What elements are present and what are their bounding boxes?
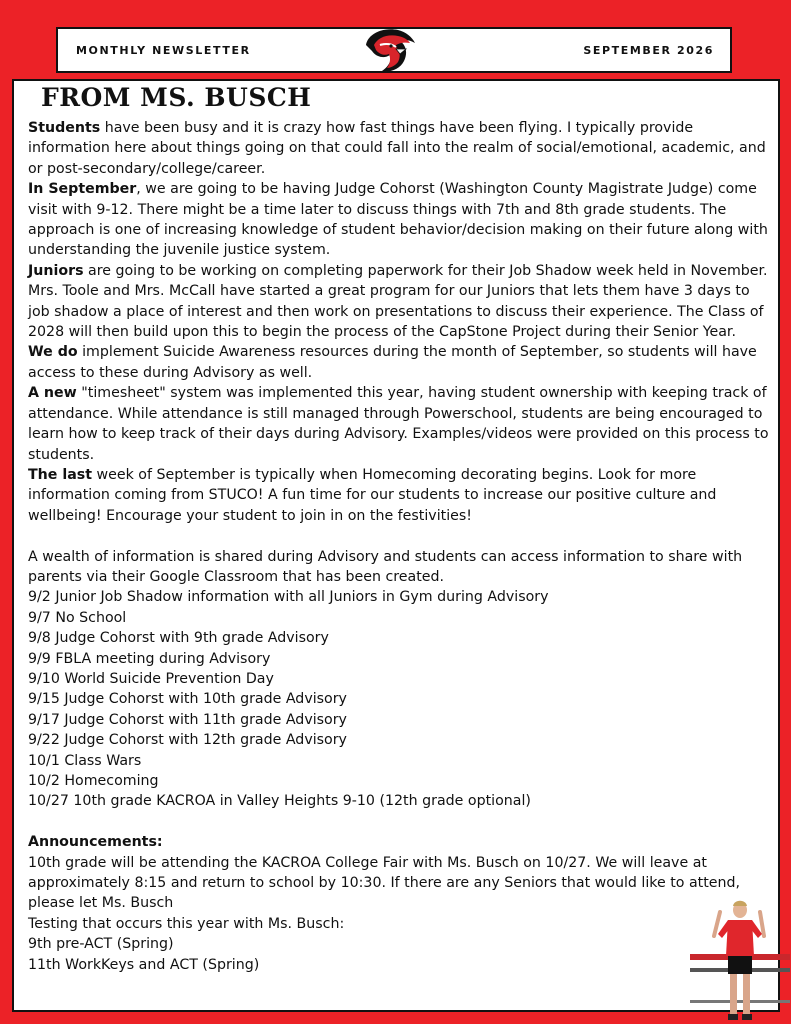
paragraph [28, 118, 772, 179]
date-item: 9/9 FBLA meeting during Advisory [28, 650, 271, 667]
paragraph [28, 261, 772, 343]
person-photo [690, 890, 790, 1024]
main-panel [12, 79, 780, 1012]
paragraph-text: have been busy and it is crazy how fast things have been flying. I typically provide information here about things going on that could fall into the realm of social/emotional, academic, and or post-secondary/college/career. [28, 120, 766, 177]
date-item: 10/2 Homecoming [28, 772, 159, 789]
date-item: 9/8 Judge Cohorst with 9th grade Advisory [28, 630, 329, 647]
paragraph-text: are going to be working on completing paperwork for their Job Shadow week held in November. Mrs. Toole and Mrs. McCall have started a great program for our Juniors that lets them have 3 days to job shadow a place of interest and then work on presentations to discuss their experience. The Class of 2028 will then build upon this to begin the process of the CapStone Project during their Senior Year. [28, 262, 768, 341]
paragraph-text: implement Suicide Awareness resources during the month of September, so students will have access to these during Advisory as well. [28, 344, 757, 381]
page-title: FROM MS. BUSCH [41, 83, 312, 112]
date-item: 10/1 Class Wars [28, 752, 142, 769]
paragraph [28, 383, 772, 465]
announcement-line: 11th WorkKeys and ACT (Spring) [28, 956, 260, 973]
date-item: 9/7 No School [28, 609, 127, 626]
paragraph-lead: A new [28, 385, 77, 402]
announcement-line: 10th grade will be attending the KACROA College Fair with Ms. Busch on 10/27. We will leave at approximately 8:15 and return to school by 10:30. If there are any Seniors that would like to attend, please let Ms. Busch [28, 854, 741, 912]
paragraph [28, 342, 772, 383]
paragraph-text: , we are going to be having Judge Cohorst (Washington County Magistrate Judge) come visit with 9-12. There might be a time later to discuss things with 7th and 8th grade students. The approach is one of increasing knowledge of student behavior/decision making on their future along with understanding the juvenile justice system. [28, 181, 768, 259]
date-item: 9/22 Judge Cohorst with 12th grade Advisory [28, 732, 347, 749]
paragraph-lead: We do [28, 344, 78, 361]
paragraph-lead: Juniors [28, 262, 84, 279]
paragraph-text: "timesheet" system was implemented this year, having student ownership with keeping track of attendance. While attendance is still managed through Powerschool, students are being encouraged to learn how to keep track of their days during Advisory. Examples/videos were provided on this process to students. [28, 385, 769, 463]
advisory-intro: A wealth of information is shared during Advisory and students can access information to share with parents via their Google Classroom that has been created. [28, 548, 743, 585]
paragraph-text: week of September is typically when Homecoming decorating begins. Look for more information coming from STUCO! A fun time for our students to increase our positive culture and wellbeing! Encourage your student to join in on the festivities! [28, 466, 717, 524]
paragraph-lead: The last [28, 466, 93, 483]
announcement-line: Testing that occurs this year with Ms. Busch: [28, 915, 345, 932]
header-date: SEPTEMBER 2026 [583, 43, 714, 57]
header-label: MONTHLY NEWSLETTER [76, 43, 251, 57]
date-item: 9/17 Judge Cohorst with 11th grade Advisory [28, 711, 347, 728]
date-item: 9/15 Judge Cohorst with 10th grade Advisory [28, 691, 347, 708]
date-item: 10/27 10th grade KACROA in Valley Heights 9-10 (12th grade optional) [28, 793, 531, 810]
announcements-heading [28, 832, 772, 852]
paragraph [28, 465, 772, 526]
paragraph [28, 179, 772, 261]
announcements-heading-text: Announcements: [28, 834, 163, 851]
newsletter-body [28, 118, 772, 975]
paragraph-lead: Students [28, 120, 101, 136]
red-hawk-mascot-icon [360, 25, 418, 75]
date-item: 9/10 World Suicide Prevention Day [28, 670, 274, 687]
paragraph-lead: In September [28, 181, 137, 198]
date-item: 9/2 Junior Job Shadow information with all Juniors in Gym during Advisory [28, 589, 549, 606]
announcement-line: 9th pre-ACT (Spring) [28, 936, 174, 953]
